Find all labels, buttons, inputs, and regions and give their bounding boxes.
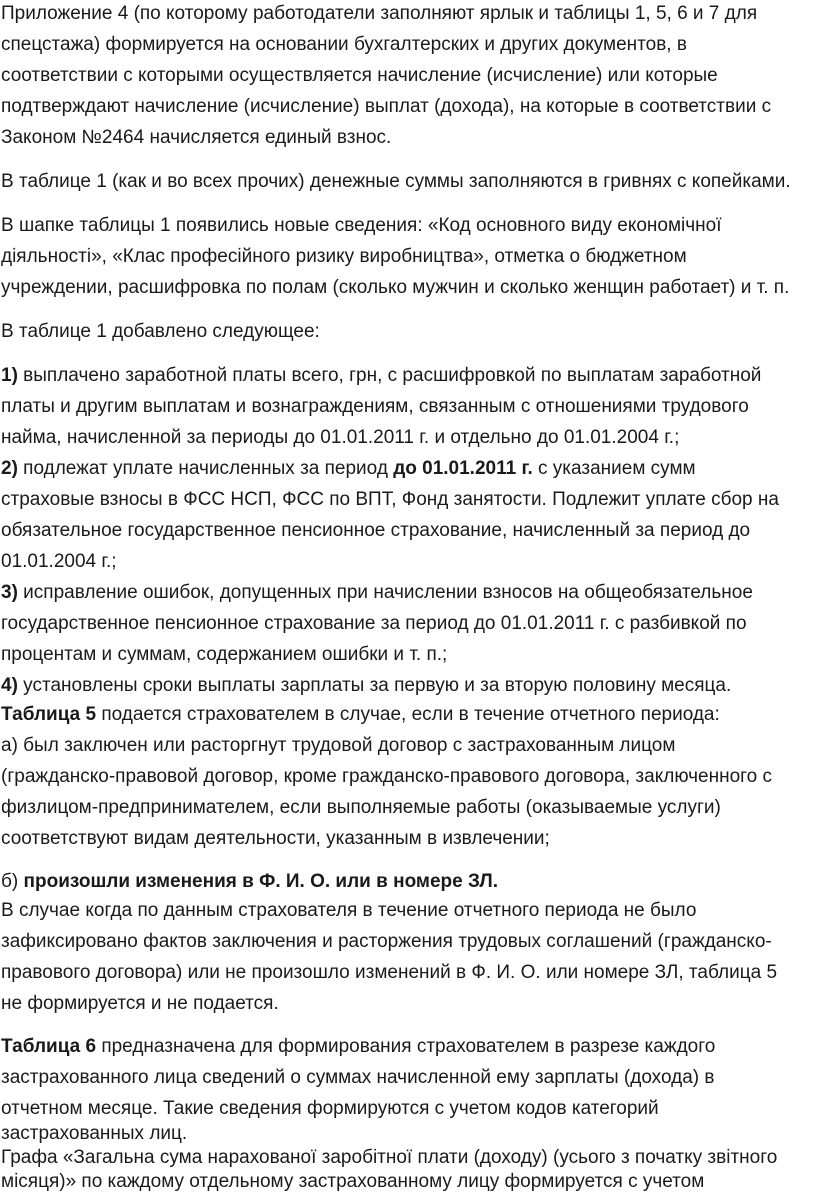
text-segment: выплачено заработной платы всего, грн, с расшифровкой по выплатам заработной: [17, 365, 762, 386]
text-segment: В таблице 1 добавлено следующее:: [1, 321, 320, 342]
text-segment: 01.01.2004 г.;: [1, 551, 117, 572]
text-line: [1, 823, 550, 854]
text-line: [1, 60, 718, 91]
text-segment: застрахованного лица сведений о суммах начисленной ему зарплаты (дохода) в: [1, 1067, 715, 1088]
text-segment: подлежат уплате начисленных за период: [17, 458, 394, 479]
text-segment: спецстажа) формируется на основании бухгалтерских и других документов, в: [1, 34, 687, 55]
bold-text: 4): [1, 675, 18, 696]
bold-text: 2): [1, 458, 18, 479]
text-segment: страховые взносы в ФСС НСП, ФСС по ВПТ, Фонд занятости. Подлежит уплате сбор на: [1, 489, 779, 510]
text-segment: місяця)» по каждому отдельному застрахованному лицу формируется с учетом: [1, 1171, 705, 1192]
text-line: [1, 1031, 715, 1062]
text-segment: В шапке таблицы 1 появились новые сведения: «Код основного виду економічної: [1, 215, 722, 236]
text-segment: процентам и суммам, содержанием ошибки и т. п.;: [1, 644, 448, 665]
text-segment: зафиксировано фактов заключения и расторжения трудовых соглашений (гражданско-: [1, 931, 772, 952]
text-segment: государственное пенсионное страхование за период до 01.01.2011 г. с разбивкой по: [1, 613, 747, 634]
bold-text: 3): [1, 582, 18, 603]
text-segment: учреждении, расшифровка по полам (сколько мужчин и сколько женщин работает) и т. п.: [1, 277, 790, 298]
text-line: [1, 895, 696, 926]
text-line: [1, 122, 391, 153]
text-segment: найма, начисленной за периоды до 01.01.2011 г. и отдельно до 01.01.2004 г.;: [1, 427, 680, 448]
text-segment: с указанием сумм: [532, 458, 696, 479]
text-line: [1, 515, 750, 546]
text-segment: застрахованных лиц.: [1, 1123, 188, 1144]
text-segment: не формируется и не подается.: [1, 993, 279, 1014]
bold-text: Таблица 6: [1, 1036, 97, 1057]
text-segment: отчетном месяце. Такие сведения формируются с учетом кодов категорий: [1, 1098, 659, 1119]
text-segment: Приложение 4 (по которому работодатели заполняют ярлык и таблицы 1, 5, 6 и 7 для: [1, 3, 758, 24]
text-line: [1, 988, 279, 1019]
text-line: [1, 484, 779, 515]
text-line: [1, 926, 772, 957]
text-segment: правового договора) или не произошло изменений в Ф. И. О. или номере ЗЛ, таблица 5: [1, 962, 778, 983]
text-segment: обязательное государственное пенсионное страхование, начисленный за период до: [1, 520, 751, 541]
text-line: [1, 241, 687, 272]
text-segment: В случае когда по данным страхователя в течение отчетного периода не было: [1, 900, 697, 921]
text-segment: предназначена для формирования страхователем в разрезе каждого: [96, 1036, 716, 1057]
text-segment: платы и другим выплатам и вознаграждениям, связанным с отношениями трудового: [1, 396, 749, 417]
text-segment: діяльності», «Клас професійного ризику виробництва», отметка о бюджетном: [1, 246, 687, 267]
text-line: [1, 866, 498, 897]
text-line: [1, 360, 761, 391]
text-segment: Графа «Загальна сума нарахованої заробітної плати (доходу) (усього з початку звітного: [1, 1147, 778, 1168]
text-segment: физлицом-предпринимателем, если выполняемые работы (оказываемые услуги): [1, 797, 721, 818]
text-line: [1, 210, 722, 241]
text-segment: а) был заключен или расторгнут трудовой договор с застрахованным лицом: [1, 735, 676, 756]
text-line: [1, 577, 753, 608]
text-line: [1, 316, 320, 347]
text-segment: исправление ошибок, допущенных при начислении взносов на общеобязательное: [17, 582, 753, 603]
text-segment: (гражданско-правовой договор, кроме гражданско-правового договора, заключенного с: [1, 766, 773, 787]
text-line: [1, 1166, 704, 1197]
text-line: [1, 422, 679, 453]
text-line: [1, 792, 721, 823]
text-segment: В таблице 1 (как и во всех прочих) денежные суммы заполняются в гривнях с копейками.: [1, 171, 791, 192]
text-line: [1, 670, 731, 701]
text-line: [1, 29, 687, 60]
text-line: [1, 272, 789, 303]
bold-text: Таблица 5: [1, 704, 97, 725]
text-segment: установлены сроки выплаты зарплаты за первую и за вторую половину месяца.: [17, 675, 732, 696]
text-segment: б): [1, 871, 24, 892]
text-line: [1, 957, 777, 988]
text-segment: Законом №2464 начисляется единый взнос.: [1, 127, 392, 148]
text-segment: подается страхователем в случае, если в течение отчетного периода:: [96, 704, 720, 725]
text-segment: подтверждают начисление (исчисление) выплат (дохода), на которые в соответствии с: [1, 96, 772, 117]
text-line: [1, 730, 675, 761]
text-line: [1, 0, 757, 29]
text-line: [1, 1062, 714, 1093]
text-line: [1, 453, 696, 484]
text-line: [1, 639, 447, 670]
text-segment: соответствии с которыми осуществляется начисление (исчисление) или которые: [1, 65, 718, 86]
text-line: [1, 761, 772, 792]
bold-text: до 01.01.2011 г.: [393, 458, 533, 479]
text-line: [1, 608, 747, 639]
text-line: [1, 699, 720, 730]
text-line: [1, 166, 791, 197]
text-segment: соответствуют видам деятельности, указанным в извлечении;: [1, 828, 550, 849]
bold-text: 1): [1, 365, 18, 386]
text-line: [1, 391, 749, 422]
bold-text: произошли изменения в Ф. И. О. или в номере ЗЛ.: [23, 871, 499, 892]
text-line: [1, 91, 771, 122]
text-line: [1, 546, 117, 577]
